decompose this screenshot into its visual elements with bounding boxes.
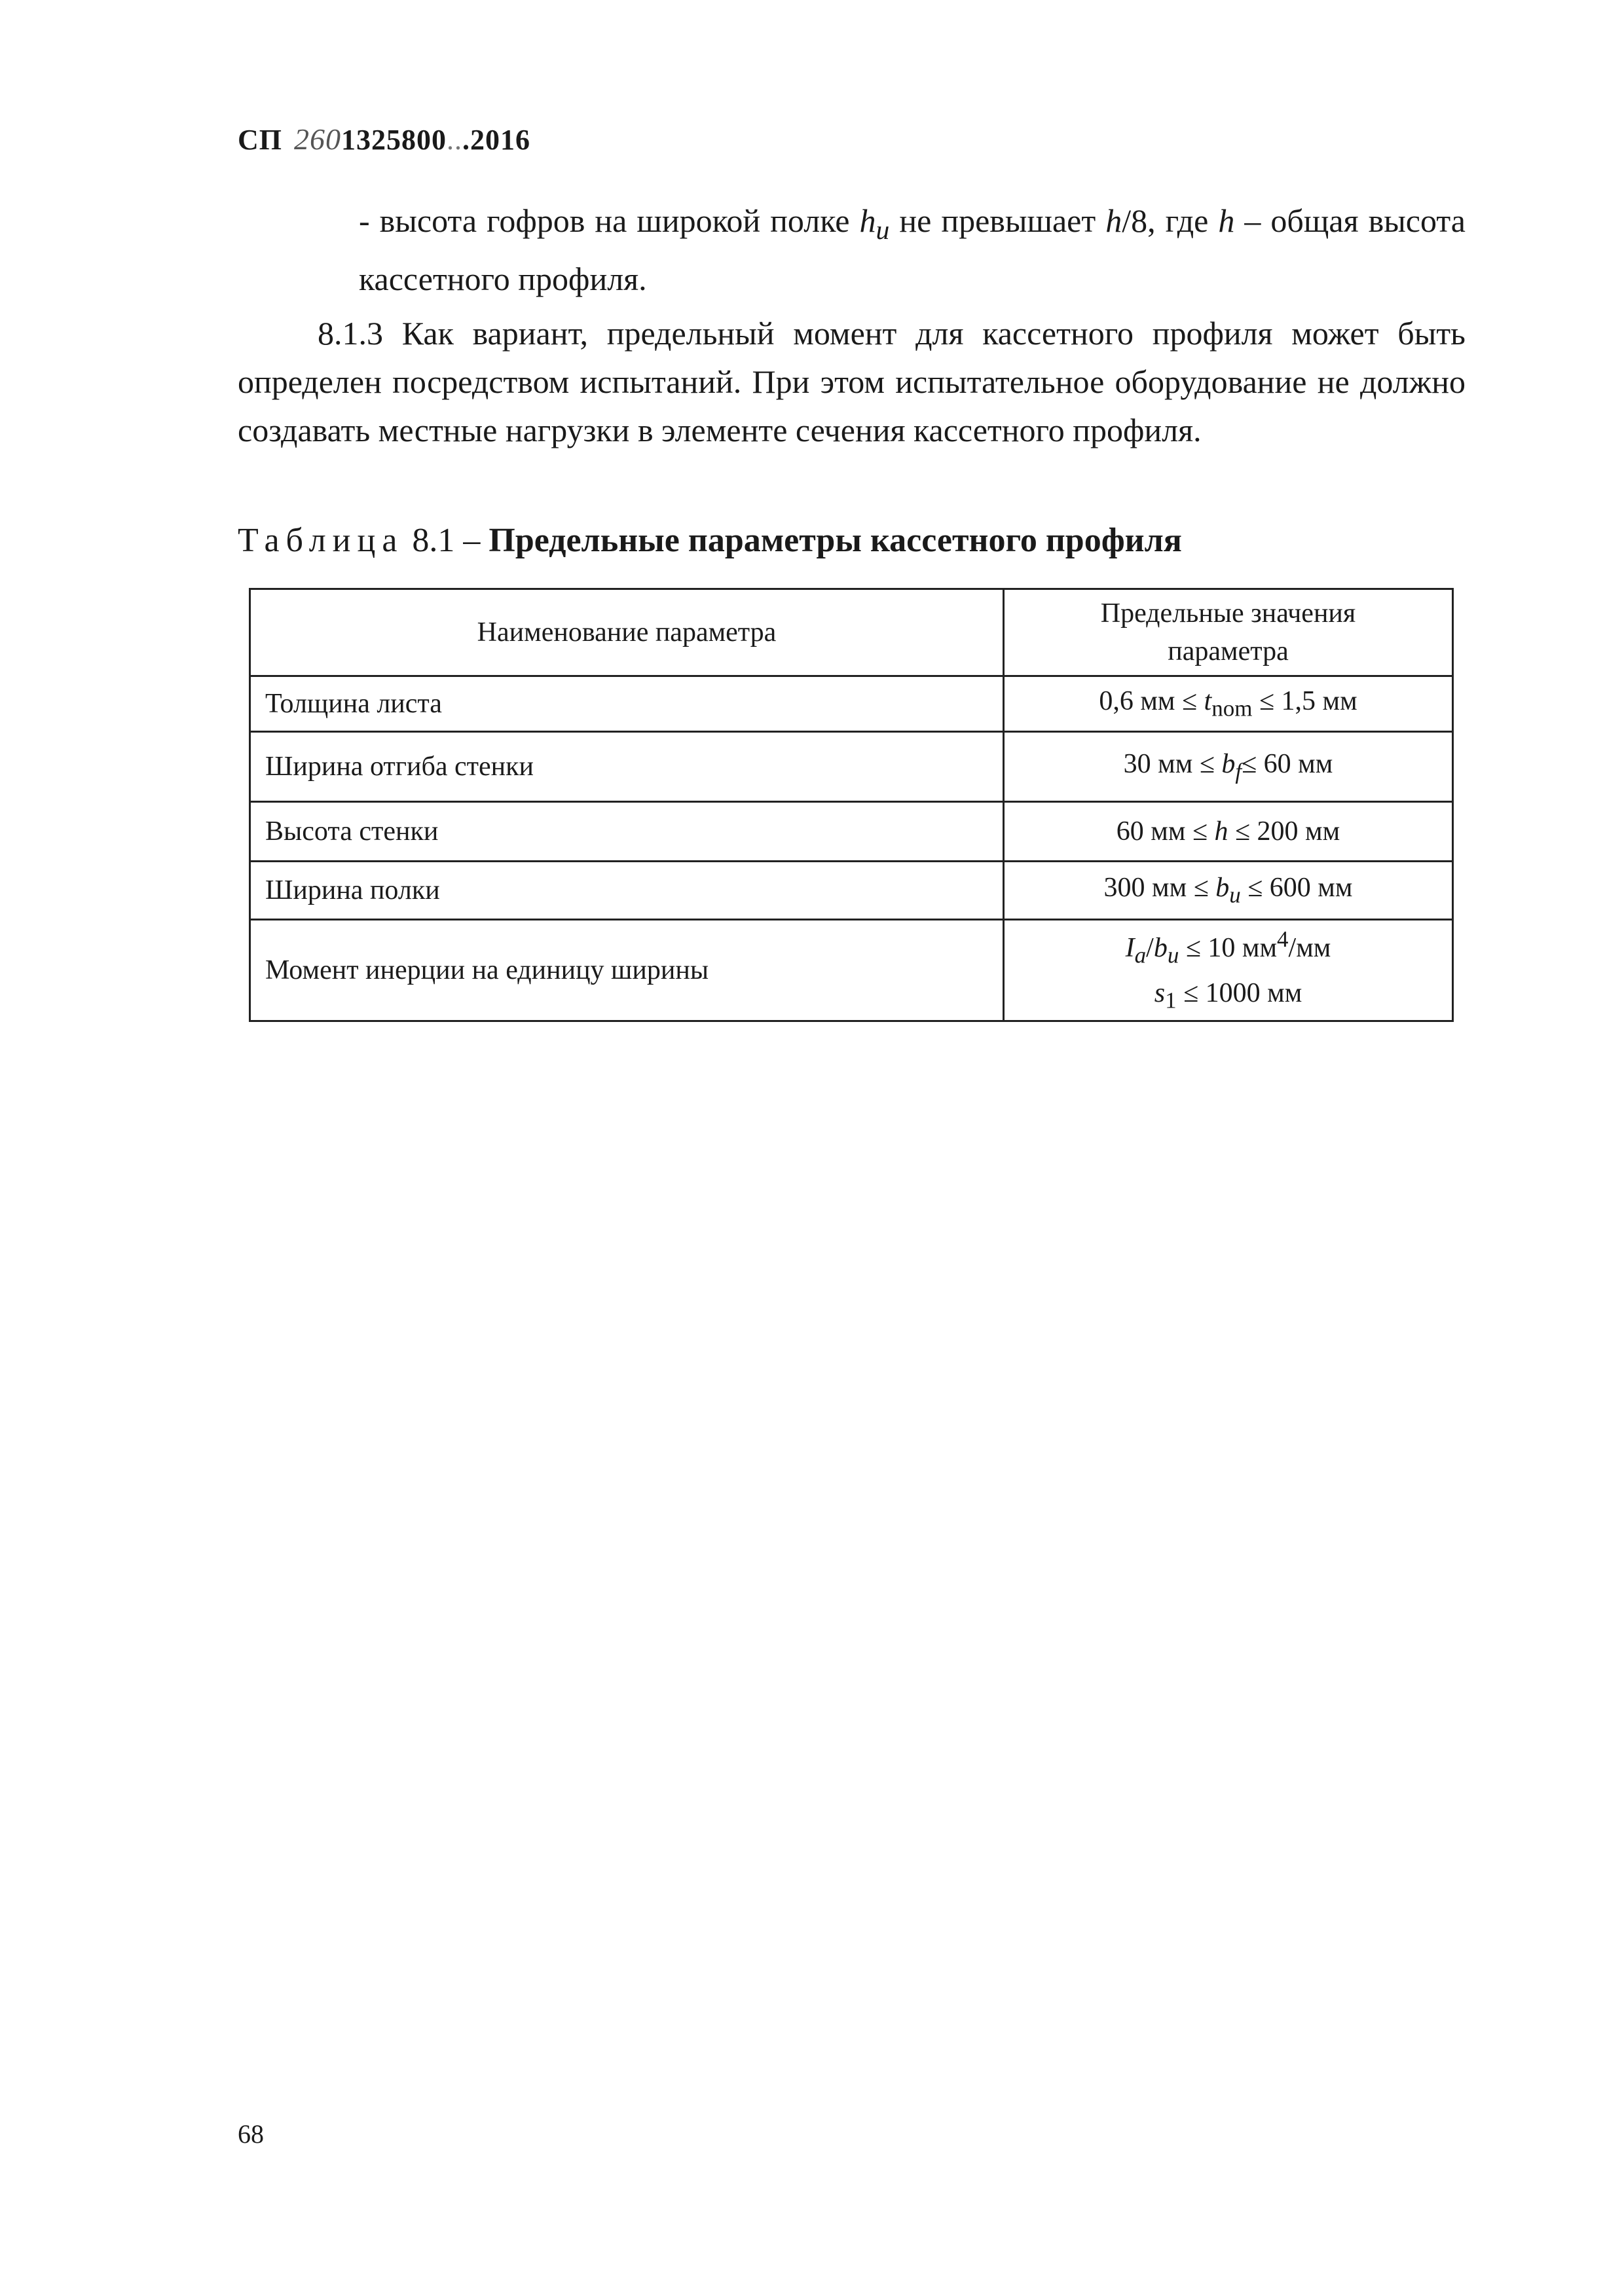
text-run: 0,6 мм ≤ (1099, 686, 1204, 717)
math-var: s (1154, 978, 1166, 1009)
math-var: b (1153, 933, 1168, 963)
paragraph-bullet (359, 196, 1466, 303)
math-var: t (1204, 686, 1212, 717)
doc-dots: .. (447, 124, 462, 156)
table-row (250, 676, 1453, 732)
table-row (250, 862, 1453, 920)
math-sub: u (876, 215, 890, 246)
param-name: Высота стенки (250, 802, 1004, 862)
text-run: /8, где (1122, 202, 1219, 239)
param-name: Момент инерции на единицу ширины (250, 920, 1004, 1021)
value-line2 (1019, 974, 1437, 1019)
param-value (1004, 676, 1453, 732)
text-run: ≤ 1,5 мм (1252, 686, 1357, 717)
table-caption (238, 521, 1182, 560)
text-run: ≤ 60 мм (1242, 749, 1333, 780)
math-sup: 4 (1277, 926, 1289, 952)
text-run: 300 мм ≤ (1103, 873, 1216, 903)
table-row (250, 802, 1453, 862)
header-value-line2: параметра (1168, 636, 1289, 666)
text-run: / (1146, 933, 1154, 963)
param-value (1004, 802, 1453, 862)
page-number: 68 (238, 2119, 264, 2149)
math-sub: 1 (1165, 987, 1177, 1013)
doc-prefix: СП (238, 124, 282, 156)
text-run: не превышает (889, 202, 1106, 239)
doc-code: 1325800 (341, 124, 447, 156)
table-header-row (250, 589, 1453, 676)
table-row (250, 920, 1453, 1021)
math-var: b (1221, 749, 1236, 780)
text-run: 30 мм ≤ (1123, 749, 1222, 780)
math-sub: a (1134, 942, 1147, 968)
doc-year: .2016 (462, 124, 530, 156)
param-name: Толщина листа (250, 676, 1004, 732)
math-var: h (859, 202, 876, 239)
math-sub: f (1235, 758, 1242, 784)
text-run: - высота гофров на широкой полке (359, 202, 860, 239)
param-name: Ширина полки (250, 862, 1004, 920)
paragraph-8-1-3: 8.1.3 Как вариант, предельный момент для кассетного профиля может быть определен посредством испытаний. При этом испытательное оборудование не должно создавать местные нагрузки в элементе сечения кассетного профиля. (238, 315, 1466, 448)
text-run: ≤ 10 мм (1179, 933, 1278, 963)
text-run: ≤ 600 мм (1240, 873, 1353, 903)
value-line1 (1019, 920, 1437, 974)
header-value-line1: Предельные значения (1100, 598, 1356, 629)
math-var: h (1218, 202, 1235, 239)
table-row (250, 732, 1453, 802)
math-var: h (1214, 816, 1228, 847)
math-var: h (1105, 202, 1122, 239)
caption-number: 8.1 – (412, 522, 481, 559)
param-value (1004, 862, 1453, 920)
math-sub: u (1229, 882, 1241, 908)
param-value (1004, 920, 1453, 1021)
text-run: – общая высота кассетного профиля. (359, 202, 1466, 297)
caption-title: Предельные параметры кассетного профиля (489, 522, 1182, 559)
header-name: Наименование параметра (250, 589, 1004, 676)
text-run: /мм (1288, 933, 1331, 963)
text-run: 60 мм ≤ (1116, 816, 1215, 847)
param-name: Ширина отгиба стенки (250, 732, 1004, 802)
param-value (1004, 732, 1453, 802)
document-header (238, 122, 530, 156)
parameters-table (249, 588, 1454, 1022)
math-sub: u (1167, 942, 1179, 968)
text-run: ≤ 200 мм (1228, 816, 1340, 847)
math-sub: nom (1211, 695, 1253, 721)
caption-word: Таблица (238, 522, 404, 559)
math-var: I (1125, 933, 1135, 963)
math-var: b (1215, 873, 1230, 903)
text-run: ≤ 1000 мм (1176, 978, 1302, 1009)
handwritten-number: 260 (294, 122, 341, 156)
header-value (1004, 589, 1453, 676)
